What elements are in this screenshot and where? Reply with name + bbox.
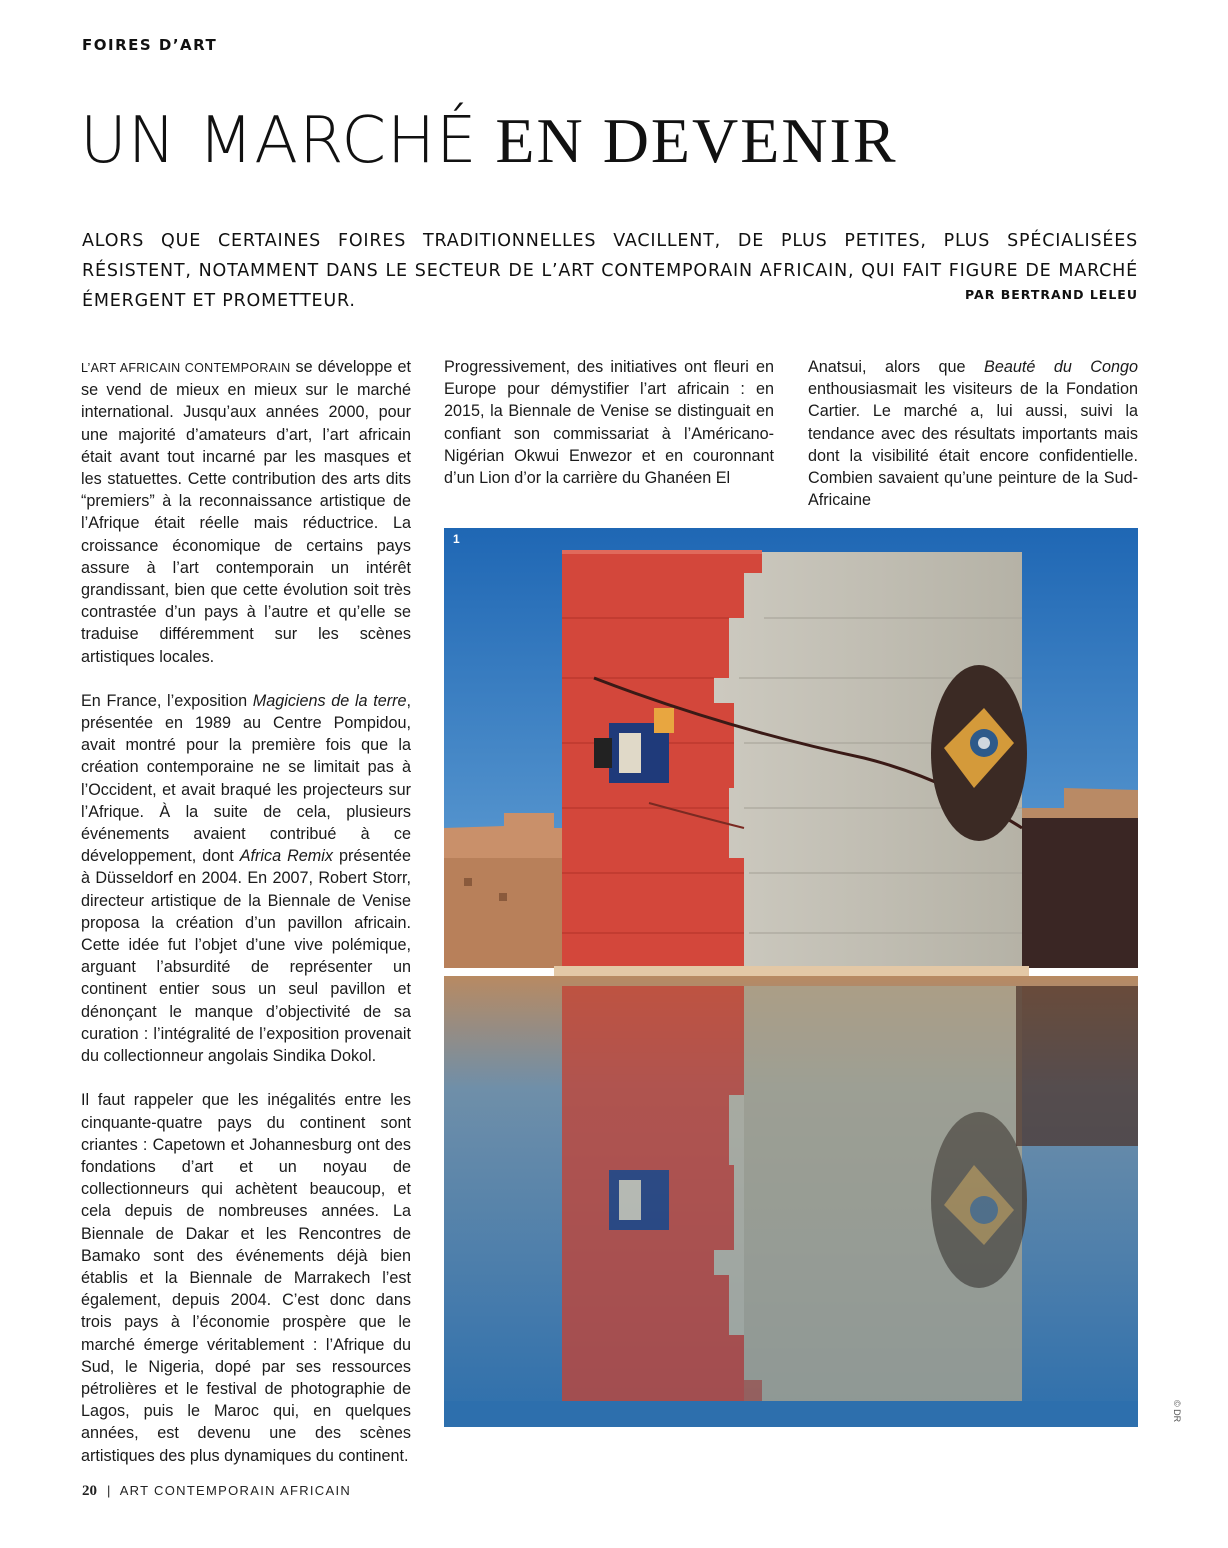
body-column-2 <box>444 356 774 489</box>
paragraph-1 <box>81 356 411 668</box>
paragraph-1-text: se développe et se vend de mieux en mieux sur le marché international. Jusqu’aux années 2000, pour une majorité d’amateurs d’art, l’art africain était avant tout incarné par les masques et les statuettes. Cette contribution des arts dits “premiers” à la reconnaissance artistique de l’Afrique était réelle mais réductrice. La croissance économique de certains pays assure à l’art contemporain un intérêt grandissant, bien que cette évolution soit très contrastée d’un pays à l’autre et qu’elle se traduise différemment sur les scènes artistiques locales. <box>81 358 411 666</box>
footer-section: ART CONTEMPORAIN AFRICAIN <box>119 1483 352 1498</box>
paragraph-5 <box>808 356 1138 511</box>
paragraph-5-text-a: Anatsui, alors que <box>808 358 985 376</box>
paragraph-2-text-a: En France, l’exposition <box>81 691 253 710</box>
paragraph-2-text-c: présentée à Düsseldorf en 2004. En 2007, Robert Storr, directeur artistique de la Biennale de Venise proposa la création d’un pavillon africain. Cette idée fut l’objet d’une vive polémique, arguant l’absurdité de représenter un continent entier sous un seul pavillon et dénonçant le manque d’objectivité de sa curation : l’intégralité de l’exposition provenait du collectionneur angolais Sindika Dokol. <box>81 847 411 1066</box>
exhibition-title-3: Beauté du Congo <box>984 358 1139 376</box>
byline: PAR BERTRAND LELEU <box>965 287 1138 302</box>
title-part-2: EN DEVENIR <box>495 105 898 176</box>
section-label: FOIRES D’ART <box>82 36 218 54</box>
paragraph-5-text-b: enthousiasmait les visiteurs de la Fondation Cartier. Le marché a, lui aussi, suivi la tendance avec des résultats importants mais dont la visibilité était encore confidentielle. Combien savaient qu’une peinture de la Sud-Africaine <box>808 380 1138 510</box>
artwork-photo <box>444 528 1138 1427</box>
artwork-illustration <box>444 528 1138 1427</box>
title-part-1: UN MARCHÉ <box>80 104 478 178</box>
paragraph-3: Il faut rappeler que les inégalités entre les cinquante-quatre pays du continent sont criantes : Capetown et Johannesburg ont des fondations d’art et un noyau de collectionneurs qui achètent beaucoup, et cela depuis de nombreuses années. La Biennale de Dakar et les Rencontres de Bamako sont des événements déjà bien établis et la Biennale de Marrakech l’est également, depuis 2004. C’est donc dans trois pays à l’économie prospère que le marché émerge véritablement : l’Afrique du Sud, le Nigeria, dopé par ses ressources pétrolières et le festival de photographie de Lagos, puis le Maroc qui, en quelques années, est devenu une des scènes artistiques des plus dynamiques du continent. <box>81 1091 411 1465</box>
exhibition-title-1: Magiciens de la terre <box>252 691 407 710</box>
exhibition-title-2: Africa Remix <box>239 847 333 866</box>
body-column-3 <box>808 356 1138 511</box>
article-deck: ALORS QUE CERTAINES FOIRES TRADITIONNELLES VACILLENT, DE PLUS PETITES, PLUS SPÉCIALISÉES RÉSISTENT, NOTAMMENT DANS LE SECTEUR DE L’ART CONTEMPORAIN AFRICAIN, QUI FAIT FIGURE DE MARCHÉ ÉMERGENT ET PROMETTEUR. <box>82 231 1138 311</box>
paragraph-2-text-b: , présentée en 1989 au Centre Pompidou, avait montré pour la première fois que la création contemporaine ne se limitait pas à l’Occident, et avait braqué les projecteurs sur l’Afrique. À la suite de cela, plusieurs événements avaient contribué à ce développement, dont <box>81 691 411 866</box>
footer-separator: | <box>107 1483 112 1498</box>
figure-number: 1 <box>453 532 460 546</box>
lead-in: L’ART AFRICAIN CONTEMPORAIN <box>81 361 291 375</box>
page-footer <box>82 1483 351 1500</box>
article-title <box>80 100 898 181</box>
body-column-1 <box>81 356 411 1467</box>
paragraph-4: Progressivement, des initiatives ont fleuri en Europe pour démystifier l’art africain : en 2015, la Biennale de Venise se distinguait en confiant son commissariat à l’Américano-Nigérian Okwui Enwezor et en couronnant d’un Lion d’or la carrière du Ghanéen El <box>444 358 774 488</box>
page-number: 20 <box>82 1483 97 1499</box>
paragraph-2 <box>81 690 411 1067</box>
photo-credit: © DR <box>1172 1400 1182 1423</box>
